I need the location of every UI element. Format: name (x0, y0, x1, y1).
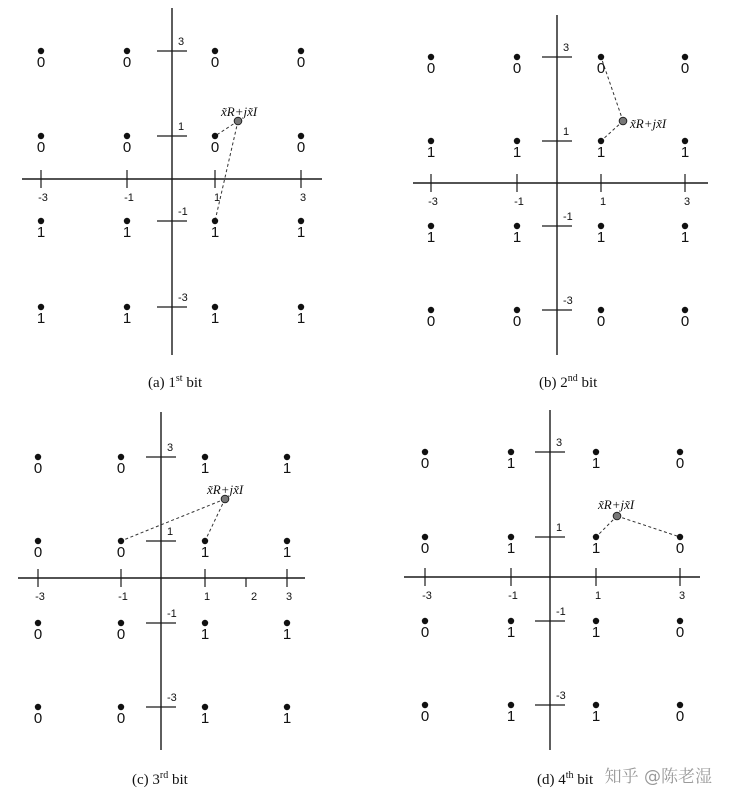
caption-prefix: (c) 3 (132, 772, 160, 788)
x-tick-label: 1 (213, 192, 221, 204)
x-tick-label: 3 (299, 192, 307, 204)
x-tick-label: 2 (250, 591, 258, 603)
bit-label: 0 (116, 710, 126, 727)
bit-label: 1 (426, 144, 436, 161)
bit-label: 0 (296, 139, 306, 156)
x-tick-label: 3 (678, 590, 686, 602)
received-symbol (613, 512, 621, 520)
x-tick-label: 3 (683, 196, 691, 208)
bit-label: 0 (420, 540, 430, 557)
received-symbol-label: x̃R+jx̃I (630, 116, 667, 131)
y-tick-label: -1 (556, 606, 566, 618)
bit-label: 1 (282, 710, 292, 727)
x-tick-label: -3 (35, 591, 45, 603)
bit-label: 0 (210, 54, 220, 71)
bit-label: 1 (282, 544, 292, 561)
y-tick-label: 1 (178, 121, 185, 133)
bit-label: 0 (116, 460, 126, 477)
bit-label: 1 (200, 544, 210, 561)
x-tick-label: 3 (285, 591, 293, 603)
bit-label: 0 (512, 60, 522, 77)
received-symbol (619, 117, 627, 125)
panel-caption (539, 373, 598, 391)
y-tick-label: -3 (556, 690, 566, 702)
caption-superscript: nd (567, 373, 578, 384)
y-tick-label: -1 (178, 206, 188, 218)
bit-label: 0 (122, 54, 132, 71)
y-tick-label: 1 (167, 526, 174, 538)
bit-label: 0 (36, 54, 46, 71)
distance-line (601, 121, 623, 141)
distance-line (617, 516, 680, 537)
bit-label: 0 (675, 540, 685, 557)
x-tick-label: -1 (508, 590, 518, 602)
bit-label: 1 (591, 455, 601, 472)
bit-label: 0 (680, 60, 690, 77)
bit-label: 0 (36, 139, 46, 156)
bit-label: 1 (506, 624, 516, 641)
bit-label: 1 (36, 224, 46, 241)
y-tick-label: 3 (167, 442, 174, 454)
bit-label: 1 (122, 310, 132, 327)
panel-d (404, 410, 700, 788)
bit-label: 1 (506, 455, 516, 472)
bit-label: 1 (680, 144, 690, 161)
y-tick-label: -1 (167, 608, 177, 620)
bit-label: 0 (675, 624, 685, 641)
bit-label: 1 (506, 708, 516, 725)
x-tick-label: 1 (203, 591, 211, 603)
caption-superscript: st (175, 373, 183, 384)
bit-label: 0 (420, 624, 430, 641)
caption-suffix: bit (182, 375, 203, 391)
bit-label: 0 (122, 139, 132, 156)
bit-label: 1 (596, 144, 606, 161)
bit-label: 1 (200, 460, 210, 477)
bit-label: 0 (210, 139, 220, 156)
x-tick-label: -1 (514, 196, 524, 208)
bit-label: 0 (116, 544, 126, 561)
bit-label: 0 (512, 313, 522, 330)
caption-suffix: bit (573, 772, 594, 788)
bit-label: 1 (200, 626, 210, 643)
bit-label: 0 (33, 710, 43, 727)
caption-prefix: (d) 4 (537, 772, 566, 788)
bit-label: 1 (512, 229, 522, 246)
bit-label: 0 (33, 460, 43, 477)
caption-suffix: bit (577, 375, 598, 391)
bit-label: 1 (591, 540, 601, 557)
bit-label: 0 (426, 313, 436, 330)
x-tick-label: -1 (124, 192, 134, 204)
x-tick-label: -3 (38, 192, 48, 204)
bit-label: 1 (426, 229, 436, 246)
bit-label: 0 (33, 626, 43, 643)
caption-suffix: bit (168, 772, 188, 788)
bit-label: 0 (420, 455, 430, 472)
bit-label: 1 (282, 460, 292, 477)
y-tick-label: -3 (167, 692, 177, 704)
y-tick-label: -3 (563, 295, 573, 307)
panel-caption (132, 770, 189, 788)
bit-label: 1 (200, 710, 210, 727)
x-tick-label: -3 (428, 196, 438, 208)
panel-a (22, 8, 322, 391)
distance-line (596, 516, 617, 537)
bit-label: 0 (596, 313, 606, 330)
y-tick-label: 3 (178, 36, 185, 48)
bit-label: 1 (210, 310, 220, 327)
bit-label: 1 (36, 310, 46, 327)
bit-label: 1 (296, 224, 306, 241)
panel-caption (537, 770, 594, 788)
x-tick-label: -3 (422, 590, 432, 602)
panel-b (413, 15, 708, 391)
panel-caption (148, 373, 203, 391)
bit-label: 0 (675, 708, 685, 725)
bit-label: 1 (596, 229, 606, 246)
x-tick-label: 1 (599, 196, 607, 208)
bit-label: 1 (282, 626, 292, 643)
bit-label: 0 (675, 455, 685, 472)
bit-label: 1 (591, 708, 601, 725)
caption-prefix: (b) 2 (539, 375, 568, 391)
y-tick-label: 3 (563, 42, 570, 54)
bit-label: 0 (296, 54, 306, 71)
received-symbol-label: x̃R+jx̃I (221, 104, 258, 119)
distance-line (215, 121, 238, 221)
bit-label: 1 (210, 224, 220, 241)
bit-label: 0 (116, 626, 126, 643)
panel-c (18, 412, 305, 788)
bit-label: 0 (420, 708, 430, 725)
bit-label: 1 (506, 540, 516, 557)
distance-line (205, 499, 225, 541)
bit-label: 1 (591, 624, 601, 641)
bit-label: 0 (596, 60, 606, 77)
bit-label: 0 (426, 60, 436, 77)
x-tick-label: 1 (594, 590, 602, 602)
y-tick-label: 1 (563, 126, 570, 138)
bit-label: 1 (122, 224, 132, 241)
y-tick-label: 3 (556, 437, 563, 449)
y-tick-label: -3 (178, 292, 188, 304)
bit-label: 1 (680, 229, 690, 246)
bit-label: 1 (296, 310, 306, 327)
bit-label: 0 (33, 544, 43, 561)
caption-prefix: (a) 1 (148, 375, 176, 391)
y-tick-label: 1 (556, 522, 563, 534)
bit-label: 0 (680, 313, 690, 330)
watermark: 知乎 @陈老湿 (604, 767, 712, 787)
bit-label: 1 (512, 144, 522, 161)
caption-superscript: rd (159, 770, 169, 781)
x-tick-label: -1 (118, 591, 128, 603)
received-symbol-label: x̃R+jx̃I (207, 482, 244, 497)
caption-superscript: th (565, 770, 574, 781)
received-symbol-label: x̃R+jx̃I (598, 497, 635, 512)
y-tick-label: -1 (563, 211, 573, 223)
